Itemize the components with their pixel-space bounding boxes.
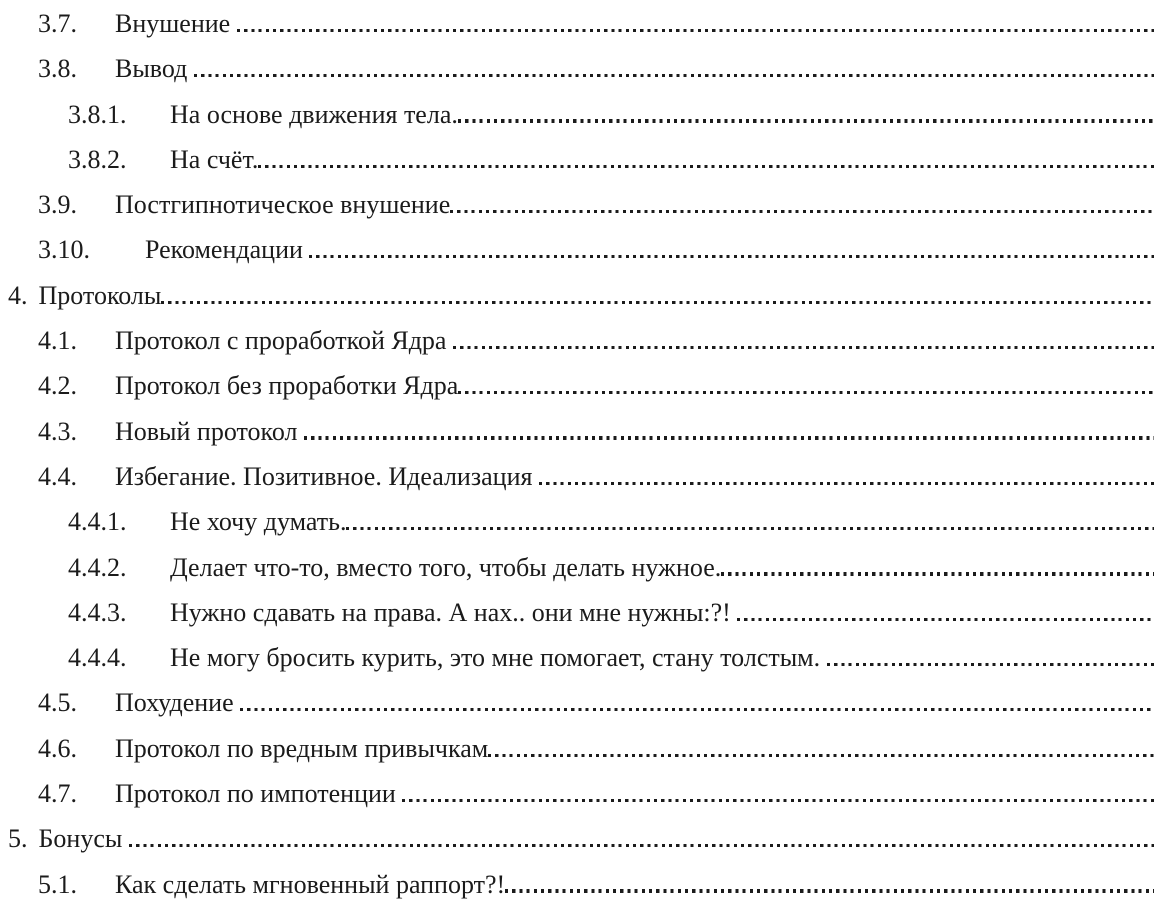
dot-leader [258,165,1154,168]
dot-leader [737,618,1154,621]
toc-entry[interactable] [0,1,1154,46]
toc-entry[interactable] [0,771,1154,816]
toc-entry-title: Похудение [115,688,241,718]
dot-leader [194,74,1154,77]
dot-leader [458,391,1154,394]
toc-entry-title: Нужно сдавать на права. А нах.. они мне нужны:?! [170,597,738,627]
toc-entry-number: 3.8. [38,54,77,84]
toc-entry[interactable] [0,454,1154,499]
dot-leader [402,799,1154,802]
toc-entry-title: Избегание. Позитивное. Идеализация [115,461,539,491]
toc-entry[interactable] [0,273,1154,318]
toc-entry-title: На основе движения тела. [170,99,458,129]
toc-entry-number: 3.9. [38,190,77,220]
toc-entry-number: 4.4.1. [68,507,127,537]
toc-entry-number: 4. [8,280,28,310]
toc-entry-title: Вывод [115,54,194,84]
toc-entry-title: Как сделать мгновенный раппорт?! [115,869,506,899]
dot-leader [450,210,1154,213]
dot-leader [346,527,1154,530]
dot-leader [505,889,1154,892]
dot-leader [237,29,1154,32]
toc-entry[interactable] [0,680,1154,725]
toc-entry-number: 4.5. [38,688,77,718]
toc-entry[interactable] [0,635,1154,680]
toc-entry[interactable] [0,816,1154,861]
toc-entry-title: Новый протокол [115,416,304,446]
toc-entry-number: 4.3. [38,416,77,446]
dot-leader [488,754,1154,757]
dot-leader [161,301,1154,304]
toc-entry[interactable] [0,726,1154,771]
toc-entry[interactable] [0,137,1154,182]
toc-entry-number: 4.4. [38,461,77,491]
toc-entry[interactable] [0,182,1154,227]
toc-entry-number: 3.10. [38,235,90,265]
toc-entry-title: Постгипнотическое внушение [115,190,451,220]
toc-entry-number: 5.1. [38,869,77,899]
toc-entry-title: Протокол по импотенции [115,779,403,809]
toc-entry-number: 4.2. [38,371,77,401]
toc-entry[interactable] [0,545,1154,590]
toc-entry-number: 4.4.3. [68,597,127,627]
dot-leader [453,346,1154,349]
toc-entry[interactable] [0,409,1154,454]
toc-entry-title: Внушение [115,9,237,38]
toc-entry[interactable] [0,862,1154,907]
dot-leader [539,482,1154,485]
toc-entry-title: Протокол без проработки Ядра [115,371,459,401]
dot-leader [458,119,1154,122]
toc-entry[interactable] [0,46,1154,91]
dot-leader [129,844,1154,847]
toc-entry-title: На счёт. [170,144,259,174]
toc-entry-title: Делает что-то, вместо того, чтобы делать нужное. [170,552,722,582]
toc-entry-title: Протокол с проработкой Ядра [115,326,453,356]
toc-entry-number: 4.4.2. [68,552,127,582]
toc-entry[interactable] [0,92,1154,137]
toc-entry-number: 4.6. [38,733,77,763]
toc-entry-number: 3.8.1. [68,99,127,129]
dot-leader [304,436,1154,439]
dot-leader [240,708,1154,711]
toc-entry-number: 4.4.4. [68,643,127,673]
toc-entry-title: Протокол по вредным привычкам [115,733,489,763]
toc-entry-title: Не хочу думать. [170,507,347,537]
toc-entry-title: Не могу бросить курить, это мне помогает, стану толстым. [170,643,827,673]
toc-entry-number: 3.7. [38,9,77,38]
toc-entry[interactable] [0,499,1154,544]
toc-entry-title: Рекомендации [145,235,310,265]
toc-entry-number: 4.7. [38,779,77,809]
toc-entry[interactable] [0,318,1154,363]
dot-leader [827,663,1154,666]
toc-entry[interactable] [0,363,1154,408]
toc-entry[interactable] [0,590,1154,635]
dot-leader [309,255,1154,258]
toc-entry-title: Бонусы [38,824,129,854]
toc-entry-title: Протоколы [38,280,162,310]
toc-entry[interactable] [0,227,1154,272]
dot-leader [721,572,1154,575]
toc-entry-number: 4.1. [38,326,77,356]
toc-entry-number: 3.8.2. [68,144,127,174]
toc-entry-number: 5. [8,824,28,854]
